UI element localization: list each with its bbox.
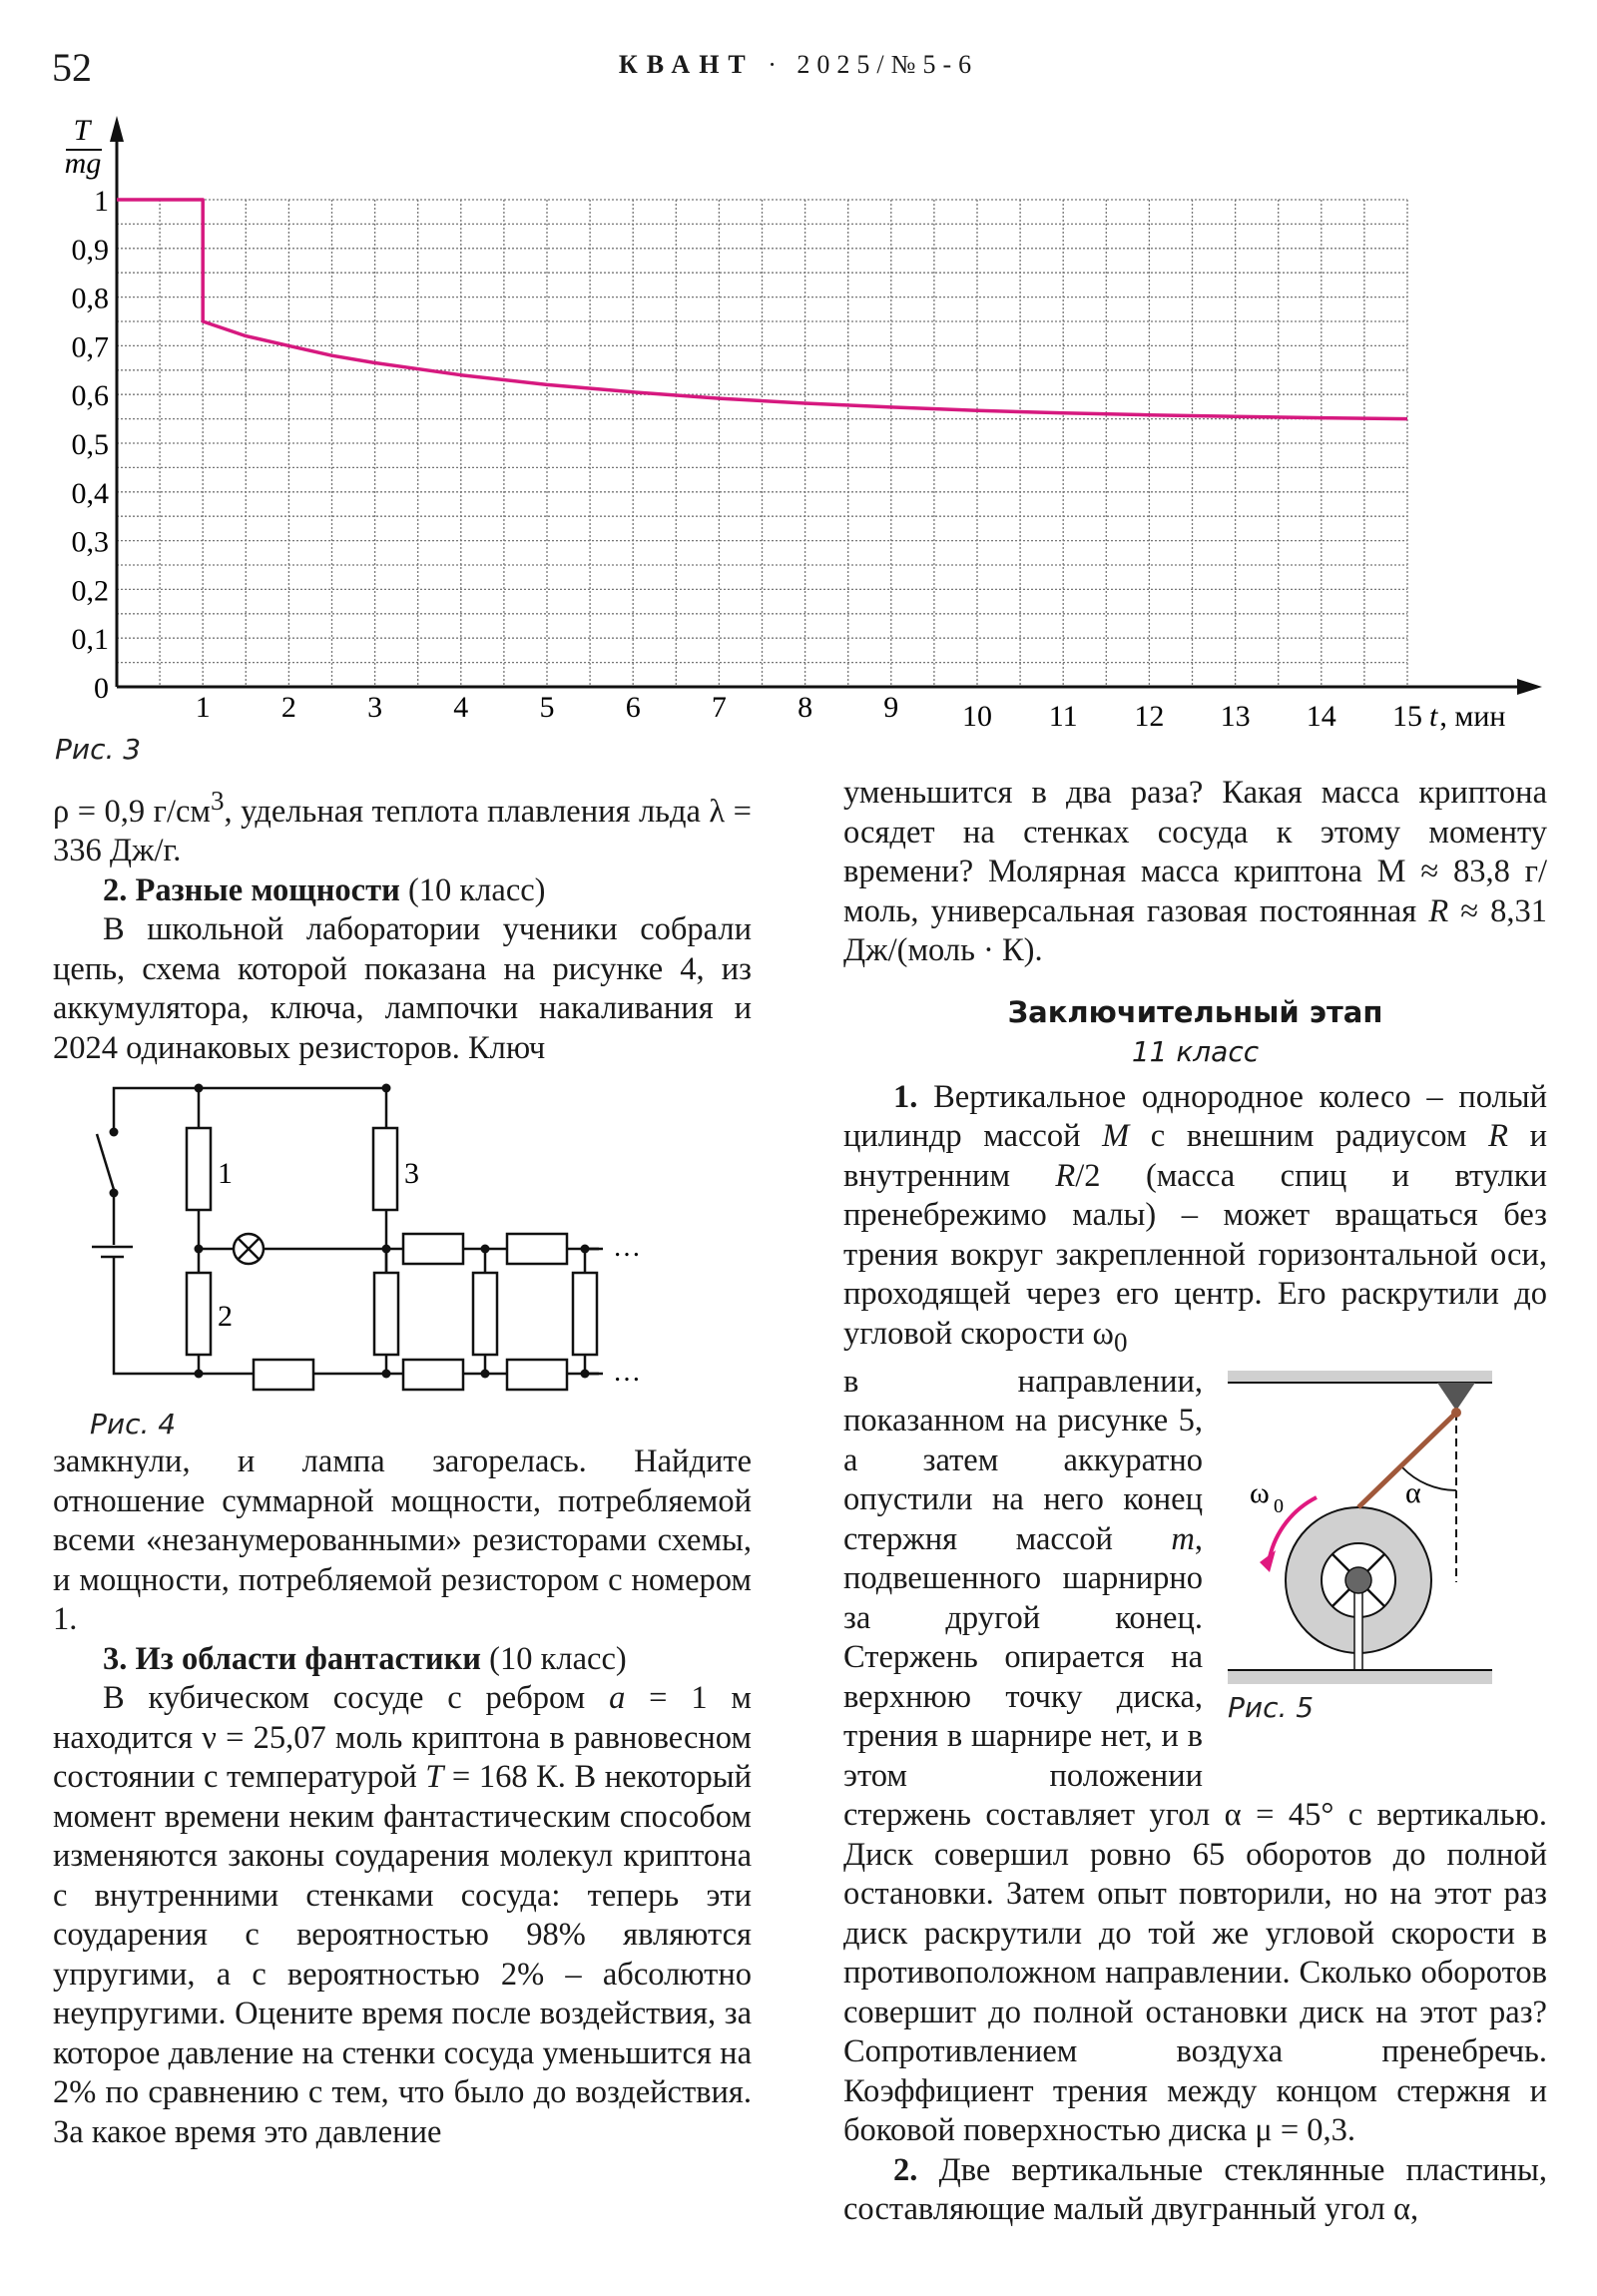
x-axis-arrow [1517, 679, 1542, 695]
problem-2-title: 2. Разные мощности (10 класс) [103, 871, 546, 908]
running-head [0, 50, 1597, 80]
x-tick-label: 12 [1134, 700, 1165, 733]
paragraph-1-continued: ρ = 0,9 $г/см^3$, удельная теплота плавления льда λ = 336 Дж/г. [53, 786, 752, 869]
y-tick-label: 0,9 [71, 233, 109, 267]
y-axis-label-denominator: mg [64, 147, 102, 180]
chart-tick-labels [72, 185, 1423, 733]
right-column [843, 774, 1547, 2230]
y-axis-label-numerator: T [73, 114, 91, 147]
figure-5-caption: Рис. 5 [1228, 1690, 1315, 1724]
x-tick-label: 10 [962, 700, 992, 733]
section-heading: Заключительный этап [1007, 994, 1383, 1029]
omega-label: ω [1250, 1475, 1270, 1509]
final-problem-2-intro: 2. Две вертикальные стеклянные пластины, составляющие малый двугранный угол α, [843, 2151, 1548, 2227]
x-tick-label: 2 [280, 691, 296, 724]
x-tick-label: 4 [453, 691, 469, 724]
x-tick-label: 5 [539, 691, 555, 724]
problem-2-text-continued: замкнули, и лампа загорелась. Найдите отношение суммарной мощности, потребляемой всеми «незанумерованными» резисторами схемы, и мощности, потребляемой резистором с номером 1. [53, 1443, 752, 1638]
x-tick-label: 3 [367, 691, 383, 724]
y-tick-label: 0,2 [71, 574, 109, 608]
problem-3-text: В кубическом сосуде с ребром a = 1 м находится ν = 25,07 моль криптона в равновесном состоянии с температурой T = 168 К. В некоторый момент времени неким фантастическим способом изменяются законы соударения молекул криптона с внутренними стенками сосуда: теперь эти соударения с вероятностью 98% являются упругими, а с вероятностью 2% – абсолютно неупругими. Оцените время после воздействия, за которое давление на стенки сосуда уменьшится на 2% по сравнению с тем, что было до воздействия. За какое время это давление [53, 1680, 752, 2150]
final-problem-1-intro: 1. Вертикальное однородное колесо – полый цилиндр массой M с внешним радиусом R и внутренним R/2 (масса спиц и втулки пренебрежимо малы) – может вращаться без трения вокруг закрепленной горизонтальной оси, проходящей через его центр. Его раскрутили до угловой скорости $\omega_0$ [843, 1078, 1548, 1357]
alpha-label: α [1405, 1475, 1421, 1509]
y-tick-label: 0 [94, 672, 109, 705]
figure-3-chart [0, 110, 1597, 769]
ellipsis-top: … [613, 1232, 641, 1264]
page-number: 52 [52, 45, 92, 90]
x-tick-label: 14 [1306, 700, 1336, 733]
figure-4-caption: Рис. 4 [90, 1408, 177, 1441]
problem-2-grade: (10 класс) [407, 871, 546, 908]
y-tick-label: 0,3 [71, 525, 109, 559]
issue-label: · 2025/№5-6 [768, 50, 979, 79]
ellipsis-bottom: … [613, 1357, 641, 1389]
x-tick-label: 15 [1392, 700, 1422, 733]
y-tick-label: 1 [94, 185, 109, 218]
figure-5 [1218, 1363, 1547, 1782]
x-tick-label: 11 [1048, 700, 1078, 733]
final-problem-1-body: в направлении, показанном на рисунке 5, а затем аккуратно опустили на него конец стержня массой m, подвешенного шарнирно за другой конец. Стержень опирается на верхнюю точку диска, трения в шарнире нет, и в этом положении стержень составляет угол α = 45° с вертикалью. Диск совершил ровно 65 оборотов до полной остановки. Затем опыт повторили, но на этот раз диск раскрутили до той же угловой скорости в противоположном направлении. Сколько оборотов совершит до полной остановки диск на этот раз? Сопротивлением воздуха пренебречь. Коэффициент трения между концом стержня и боковой поверхностью диска μ = 0,3. [843, 1363, 1547, 2148]
problem-3-name: Из области фантастики [135, 1640, 482, 1677]
x-tick-label: 7 [711, 691, 727, 724]
x-axis-label: t, мин [1429, 700, 1506, 733]
y-tick-label: 0,8 [71, 282, 109, 315]
x-tick-label: 13 [1220, 700, 1251, 733]
figure-3-caption: Рис. 3 [55, 733, 142, 766]
left-column [53, 782, 752, 2152]
resistor-1-label: 1 [218, 1157, 233, 1191]
x-tick-label: 6 [625, 691, 641, 724]
x-tick-label: 9 [883, 691, 899, 724]
wheel-rod-diagram [1218, 1363, 1547, 1782]
y-tick-label: 0,1 [71, 623, 109, 657]
circuit-diagram [0, 1068, 699, 1442]
y-tick-label: 0,7 [71, 330, 109, 364]
section-subheading: 11 класс [1131, 1035, 1260, 1068]
problem-2-text: В школьной лаборатории ученики собрали цепь, схема которой показана на рисунке 4, из аккумулятора, ключа, лампочки накаливания и 2024 одинаковых резисторов. Ключ [53, 911, 752, 1066]
problem-3-text-continued: уменьшится в два раза? Какая масса криптона осядет на стенках сосуда к этому моменту времени? Молярная масса криптона M ≈ 83,8 г/моль, универсальная газовая постоянная R ≈ 8,31 Дж/(моль · К). [843, 775, 1547, 968]
x-tick-label: 1 [195, 691, 211, 724]
problem-3-grade: (10 класс) [489, 1640, 627, 1677]
journal-name: КВАНТ [618, 50, 755, 79]
chart-grid [117, 200, 1407, 687]
figure-4-circuit [53, 1068, 752, 1442]
y-axis-arrow [110, 116, 124, 142]
y-tick-label: 0,6 [71, 379, 109, 413]
resistor-2-label: 2 [218, 1300, 233, 1334]
y-tick-label: 0,4 [71, 476, 109, 510]
resistor-3-label: 3 [404, 1157, 419, 1191]
omega-subscript: 0 [1274, 1494, 1284, 1517]
problem-2-name: Разные мощности [135, 871, 400, 908]
x-tick-label: 8 [798, 691, 813, 724]
problem-3-title: 3. Из области фантастики (10 класс) [103, 1640, 627, 1677]
y-tick-label: 0,5 [71, 428, 109, 461]
